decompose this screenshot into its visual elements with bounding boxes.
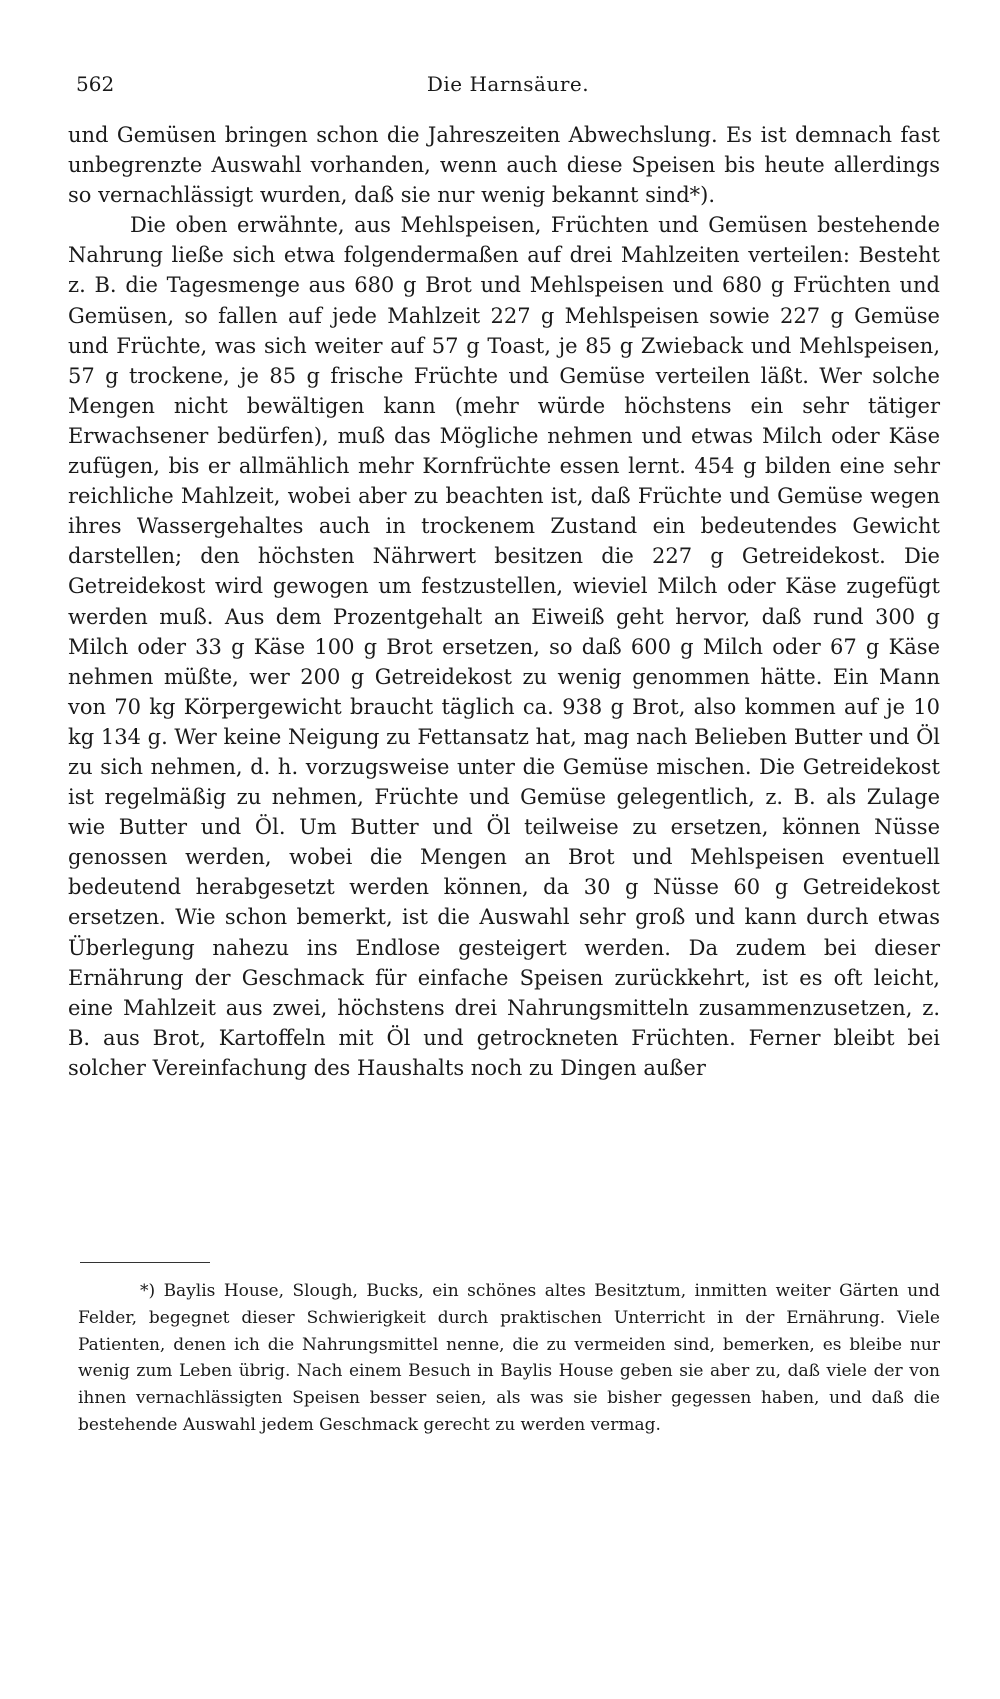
page-number: 562 xyxy=(76,72,115,96)
footnote-divider xyxy=(80,1262,210,1263)
paragraph-meal-distribution: Die oben erwähnte, aus Mehlspeisen, Früchten und Gemüsen bestehende Nahrung ließe sich etwa folgendermaßen auf drei Mahlzeiten verteilen: Besteht z. B. die Tagesmenge aus 680 g Brot und Mehlspeisen und 680 g Früchten und Gemüsen, so fallen auf jede Mahlzeit 227 g Mehlspeisen sowie 227 g Gemüse und Früchte, was sich weiter auf 57 g Toast, je 85 g Zwieback und Mehlspeisen, 57 g trockene, je 85 g frische Früchte und Gemüse verteilen läßt. Wer solche Mengen nicht bewältigen kann (mehr würde höchstens ein sehr tätiger Erwachsener bedürfen), muß das Mögliche nehmen und etwas Milch oder Käse zufügen, bis er allmählich mehr Kornfrüchte essen lernt. 454 g bilden eine sehr reichliche Mahlzeit, wobei aber zu beachten ist, daß Früchte und Gemüse wegen ihres Wassergehaltes auch in trockenem Zustand ein bedeutendes Gewicht darstellen; den höchsten Nährwert besitzen die 227 g Getreidekost. Die Getreidekost wird gewogen um festzustellen, wieviel Milch oder Käse zugefügt werden muß. Aus dem Prozentgehalt an Eiweiß geht hervor, daß rund 300 g Milch oder 33 g Käse 100 g Brot ersetzen, so daß 600 g Milch oder 67 g Käse nehmen müßte, wer 200 g Getreidekost zu wenig genommen hätte. Ein Mann von 70 kg Körpergewicht braucht täglich ca. 938 g Brot, also kommen auf je 10 kg 134 g. Wer keine Neigung zu Fettansatz hat, mag nach Belieben Butter und Öl zu sich nehmen, d. h. vorzugsweise unter die Gemüse mischen. Die Getreidekost ist regelmäßig zu nehmen, Früchte und Gemüse gelegentlich, z. B. als Zulage wie Butter und Öl. Um Butter und Öl teilweise zu ersetzen, können Nüsse genossen werden, wobei die Mengen an Brot und Mehlspeisen eventuell bedeutend herabgesetzt werden können, da 30 g Nüsse 60 g Getreidekost ersetzen. Wie schon bemerkt, ist die Auswahl sehr groß und kann durch etwas Überlegung nahezu ins Endlose gesteigert werden. Da zudem bei dieser Ernährung der Geschmack für einfache Speisen zurückkehrt, ist es oft leicht, eine Mahlzeit aus zwei, höchstens drei Nahrungsmitteln zusammenzusetzen, z. B. aus Brot, Kartoffeln mit Öl und getrockneten Früchten. Ferner bleibt bei solcher Vereinfachung des Haushalts noch zu Dingen außer xyxy=(68,213,940,1080)
paragraph-continuation: und Gemüsen bringen schon die Jahreszeiten Abwechslung. Es ist demnach fast unbegrenzte Auswahl vorhanden, wenn auch diese Speisen bis heute allerdings so vernachlässigt wurden, daß sie nur wenig bekannt sind*). xyxy=(68,123,940,208)
page-header xyxy=(76,72,940,102)
running-title: Die Harnsäure. xyxy=(426,72,590,96)
body-text xyxy=(68,120,940,1083)
footnote: *) Baylis House, Slough, Bucks, ein schönes altes Besitztum, inmitten weiter Gärten und Felder, begegnet dieser Schwierigkeit durch praktischen Unterricht in der Ernährung. Viele Patienten, denen ich die Nahrungsmittel nenne, die zu vermeiden sind, bemerken, es bleibe nur wenig zum Leben übrig. Nach einem Besuch in Baylis House geben sie aber zu, daß viele der von ihnen vernachlässigten Speisen besser seien, als was sie bisher gegessen haben, und daß die bestehende Auswahl jedem Geschmack gerecht zu werden vermag. xyxy=(78,1281,940,1435)
footnotes xyxy=(78,1278,940,1439)
